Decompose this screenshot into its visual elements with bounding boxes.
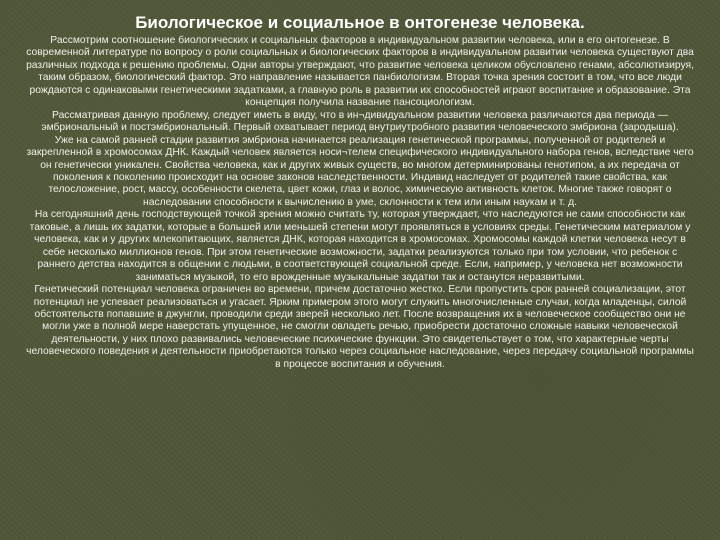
paragraph-3: Уже на самой ранней стадии развития эмбриона начинается реализация генетической программы, полученной от родителей и закрепленной в хромосомах ДНК. Каждый человек является носи¬телем специфического индивидуального набора генов, вследствие чего он генетически уникален. Свойства человека, как и других живых существ, во многом детерминированы генотипом, а их передача от поколения к поколению происходит на основе законов наследственности. Индивид наследует от родителей такие свойства, как телосложение, рост, массу, особенности скелета, цвет кожи, глаз и волос, химическую активность клеток. Многие также говорят о наследовании способности к вычислению в уме, склонности к тем или иным наукам и т. д. <box>26 134 694 208</box>
slide-title: Биологическое и социальное в онтогенезе человека. <box>135 13 585 32</box>
slide-body <box>24 35 696 371</box>
paragraph-2: Рассматривая данную проблему, следует иметь в виду, что в ин¬дивидуальном развитии человека различаются два периода — эмбриональный и постэмбриональный. Первый охватывает период внутриутробного развития человеческого эмбриона (зародыша). <box>41 109 679 134</box>
paragraph-4: На сегодняшний день господствующей точкой зрения можно считать ту, которая утверждает, что наследуются не сами способности как таковые, а лишь их задатки, которые в большей или меньшей степени могут проявляться в условиях среды. Генетическим материалом у человека, как и у других млекопитающих, является ДНК, которая находится в хромосомах. Хромосомы каждой клетки человека несут в себе несколько миллионов генов. При этом генетические возможности, задатки реализуются только при том условии, что ребенок с раннего детства находится в общении с людьми, в соответствующей социальной среде. Если, например, у человека нет возможности заниматься музыкой, то его врожденные музыкальные задатки так и останутся неразвитыми. <box>29 209 691 283</box>
paragraph-5: Генетический потенциал человека ограничен во времени, причем достаточно жестко. Если пропустить срок ранней социализации, этот потенциал не успевает реализоваться и угасает. Ярким примером этого могут служить многочисленные случаи, когда младенцы, силой обстоятельств попавшие в джунгли, проводили среди зверей несколько лет. После возвращения их в человеческое сообщество они не могли уже в полной мере наверстать упущенное, не смогли овладеть речью, приобрести достаточно сложные навыки человеческой деятельности, у них плохо развивались человеческие психические функции. Это свидетельствует о том, что характерные черты человеческого поведения и деятельности приобретаются только через социальное наследование, через передачу социальной программы в процессе воспитания и обучения. <box>26 284 694 370</box>
paragraph-1: Рассмотрим соотношение биологических и социальных факторов в индивидуальном развитии человека, или в его онтогенезе. В современной литературе по вопросу о роли социальных и биологических факторов в индивидуальном развитии человека существуют два различных подхода к решению проблемы. Одни авторы утверждают, что развитие человека целиком обусловлено генами, абсолютизируя, таким образом, биологический фактор. Это направление называется панбиологизм. Вторая точка зрения состоит в том, что все люди рождаются с одинаковыми генетическими задатками, а главную роль в развитии их способностей играют воспитание и образование. Эта концепция получила название пансоциологизм. <box>26 35 694 109</box>
